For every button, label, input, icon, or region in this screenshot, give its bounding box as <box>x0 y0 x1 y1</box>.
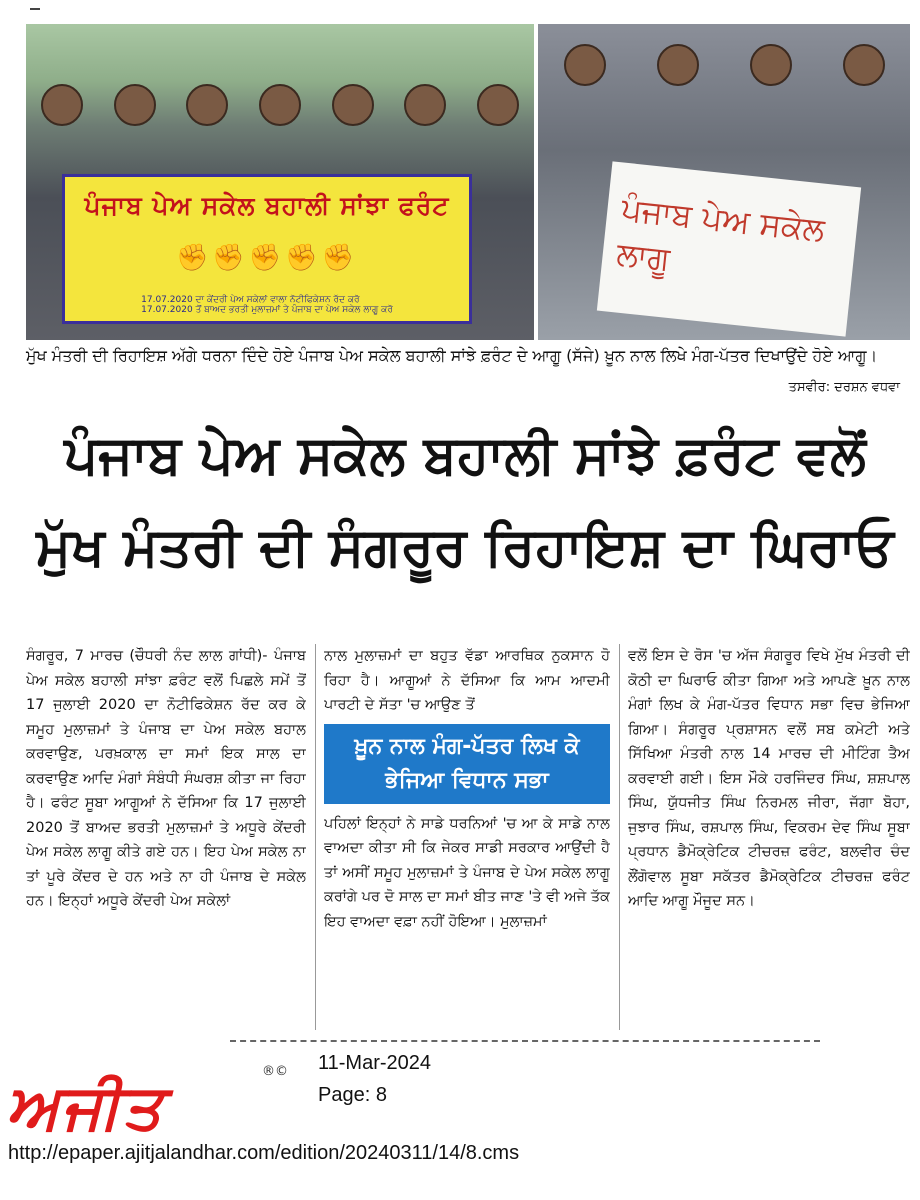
article-column-2 <box>324 644 610 1030</box>
raised-fists-icon: ✊✊✊✊✊ <box>176 243 358 273</box>
newspaper-logo: ਅਜੀਤ <box>6 1070 165 1143</box>
protester <box>657 44 699 86</box>
column-2-bottom-text: ਪਹਿਲਾਂ ਇਨ੍ਹਾਂ ਨੇ ਸਾਡੇ ਧਰਨਿਆਂ 'ਚ ਆ ਕੇ ਸਾਡੇ ਨਾਲ ਵਾਅਦਾ ਕੀਤਾ ਸੀ ਕਿ ਜੇਕਰ ਸਾਡੀ ਸਰਕਾਰ ਆਉਂਦੀ ਹੈ ਤਾਂ ਅਸੀਂ ਸਮੂਹ ਮੁਲਾਜ਼ਮਾਂ ਤੇ ਪੰਜਾਬ ਦੇ ਪੇਅ ਸਕੇਲ ਲਾਗੂ ਕਰਾਂਗੇ ਪਰ ਦੋ ਸਾਲ ਦਾ ਸਮਾਂ ਬੀਤ ਜਾਣ 'ਤੇ ਵੀ ਅਜੇ ਤੱਕ ਇਹ ਵਾਅਦਾ ਵਫ਼ਾ ਨਹੀਂ ਹੋਇਆ। ਮੁਲਾਜ਼ਮਾਂ <box>324 815 610 930</box>
protester <box>404 84 446 126</box>
registered-mark: ®© <box>262 1064 288 1079</box>
source-url[interactable]: http://epaper.ajitjalandhar.com/edition/20240311/14/8.cms <box>8 1142 520 1164</box>
crop-mark <box>30 8 40 16</box>
headline-line-2: ਮੁੱਖ ਮੰਤਰੀ ਦੀ ਸੰਗਰੂਰ ਰਿਹਾਇਸ਼ ਦਾ ਘਿਰਾਓ <box>36 517 894 578</box>
photo-credit: ਤਸਵੀਰ: ਦਰਸ਼ਨ ਵਧਵਾ <box>788 380 900 395</box>
protester <box>186 84 228 126</box>
article-body <box>26 644 910 1030</box>
article-column-1: ਸੰਗਰੂਰ, 7 ਮਾਰਚ (ਚੌਧਰੀ ਨੰਦ ਲਾਲ ਗਾਂਧੀ)- ਪੰਜਾਬ ਪੇਅ ਸਕੇਲ ਬਹਾਲੀ ਸਾਂਝਾ ਫ਼ਰੰਟ ਵਲੋਂ ਪਿਛਲੇ ਸਮੇਂ ਤੋਂ 17 ਜੁਲਾਈ 2020 ਦਾ ਨੋਟੀਫਿਕੇਸ਼ਨ ਰੱਦ ਕਰ ਕੇ ਸਮੂਹ ਮੁਲਾਜ਼ਮਾਂ ਤੇ ਪੰਜਾਬ ਦਾ ਪੇਅ ਸਕੇਲ ਬਹਾਲ ਕਰਵਾਉਣ, ਪਰਖ਼ਕਾਲ ਦਾ ਸਮਾਂ ਇਕ ਸਾਲ ਦਾ ਕਰਵਾਉਣ ਆਦਿ ਮੰਗਾਂ ਸੰਬੰਧੀ ਸੰਘਰਸ਼ ਕੀਤਾ ਜਾ ਰਿਹਾ ਹੈ। ਫਰੰਟ ਸੂਬਾ ਆਗੂਆਂ ਨੇ ਦੱਸਿਆ ਕਿ 17 ਜੁਲਾਈ 2020 ਤੋਂ ਬਾਅਦ ਭਰਤੀ ਮੁਲਾਜ਼ਮਾਂ ਤੇ ਅਧੂਰੇ ਕੇਂਦਰੀ ਪੇਅ ਸਕੇਲ ਲਾਗੂ ਕੀਤੇ ਗਏ ਹਨ। ਇਹ ਪੇਅ ਸਕੇਲ ਨਾ ਤਾਂ ਪੂਰੇ ਕੇਂਦਰ ਦੇ ਹਨ ਅਤੇ ਨਾ ਹੀ ਪੰਜਾਬ ਦੇ ਸਕੇਲ ਹਨ। ਇਨ੍ਹਾਂ ਅਧੂਰੇ ਕੇਂਦਰੀ ਪੇਅ ਸਕੇਲਾਂ <box>26 648 306 909</box>
handwritten-banner: ਪੰਜਾਬ ਪੇਅ ਸਕੇਲ ਲਾਗੂ <box>597 161 861 336</box>
headline <box>20 410 910 594</box>
protesters <box>538 44 910 134</box>
protest-photo-banner <box>26 24 534 340</box>
protest-photo-handwritten <box>538 24 910 340</box>
headline-line-1: ਪੰਜਾਬ ਪੇਅ ਸਕੇਲ ਬਹਾਲੀ ਸਾਂਝੇ ਫ਼ਰੰਟ ਵਲੋਂ <box>64 425 866 486</box>
edition-date: 11-Mar-2024 <box>318 1052 432 1074</box>
protester <box>114 84 156 126</box>
protester <box>843 44 885 86</box>
page-number: Page: 8 <box>318 1084 387 1106</box>
clipping-edge <box>230 1040 820 1042</box>
column-divider <box>619 644 620 1030</box>
photo-caption: ਮੁੱਖ ਮੰਤਰੀ ਦੀ ਰਿਹਾਇਸ਼ ਅੱਗੇ ਧਰਨਾ ਦਿੰਦੇ ਹੋਏ ਪੰਜਾਬ ਪੇਅ ਸਕੇਲ ਬਹਾਲੀ ਸਾਂਝੇ ਫ਼ਰੰਟ ਦੇ ਆਗੂ (ਸੱਜੇ) ਖ਼ੂਨ ਨਾਲ ਲਿਖੇ ਮੰਗ-ਪੱਤਰ ਦਿਖਾਉਂਦੇ ਹੋਏ ਆਗੂ। <box>26 346 878 365</box>
column-2-top-text: ਨਾਲ ਮੁਲਾਜ਼ਮਾਂ ਦਾ ਬਹੁਤ ਵੱਡਾ ਆਰਥਿਕ ਨੁਕਸਾਨ ਹੋ ਰਿਹਾ ਹੈ। ਆਗੂਆਂ ਨੇ ਦੱਸਿਆ ਕਿ ਆਮ ਆਦਮੀ ਪਾਰਟੀ ਦੇ ਸੱਤਾ 'ਚ ਆਉਣ ਤੋਂ <box>324 648 610 713</box>
banner-title: ਪੰਜਾਬ ਪੇਅ ਸਕੇਲ ਬਹਾਲੀ ਸਾਂਝਾ ਫਰੰਟ <box>84 191 450 220</box>
protesters <box>26 84 534 174</box>
protester <box>259 84 301 126</box>
protester <box>477 84 519 126</box>
banner-line-2: 17.07.2020 ਤੋਂ ਬਾਅਦ ਭਰਤੀ ਮੁਲਾਜ਼ਮਾਂ ਤੇ ਪੰਜਾਬ ਦਾ ਪੇਅ ਸਕੇਲ ਲਾਗੂ ਕਰੋ <box>141 305 393 315</box>
news-photos <box>26 24 910 340</box>
protester <box>332 84 374 126</box>
banner-line-1: 17.07.2020 ਦਾ ਕੇਂਦਰੀ ਪੇਅ ਸਕੇਲਾਂ ਵਾਲਾ ਨੋਟੀਫਿਕੇਸ਼ਨ ਰੱਦ ਕਰੋ <box>141 295 360 305</box>
yellow-protest-banner <box>62 174 472 324</box>
protester <box>41 84 83 126</box>
subheading-box: ਖ਼ੂਨ ਨਾਲ ਮੰਗ-ਪੱਤਰ ਲਿਖ ਕੇ ਭੇਜਿਆ ਵਿਧਾਨ ਸਭਾ <box>324 724 610 804</box>
protester <box>564 44 606 86</box>
column-divider <box>315 644 316 1030</box>
protester <box>750 44 792 86</box>
article-column-3: ਵਲੋਂ ਇਸ ਦੇ ਰੋਸ 'ਚ ਅੱਜ ਸੰਗਰੂਰ ਵਿਖੇ ਮੁੱਖ ਮੰਤਰੀ ਦੀ ਕੋਠੀ ਦਾ ਘਿਰਾਓ ਕੀਤਾ ਗਿਆ ਅਤੇ ਆਪਣੇ ਖ਼ੂਨ ਨਾਲ ਮੰਗਾਂ ਲਿਖ ਕੇ ਮੰਗ-ਪੱਤਰ ਵਿਧਾਨ ਸਭਾ ਵਿਚ ਭੇਜਿਆ ਗਿਆ। ਸੰਗਰੂਰ ਪ੍ਰਸ਼ਾਸਨ ਵਲੋਂ ਸਬ ਕਮੇਟੀ ਅਤੇ ਸਿੱਖਿਆ ਮੰਤਰੀ ਨਾਲ 14 ਮਾਰਚ ਦੀ ਮੀਟਿੰਗ ਤੈਅ ਕਰਵਾਈ ਗਈ। ਇਸ ਮੌਕੇ ਹਰਜਿੰਦਰ ਸਿੰਘ, ਸ਼ਸ਼ਪਾਲ ਸਿੰਘ, ਯੁੱਧਜੀਤ ਸਿੰਘ ਨਿਰਮਲ ਜੀਰਾ, ਜੱਗਾ ਬੋਹਾ, ਜੁਝਾਰ ਸਿੰਘ, ਰਸ਼ਪਾਲ ਸਿੰਘ, ਵਿਕਰਮ ਦੇਵ ਸਿੰਘ ਸੂਬਾ ਪ੍ਰਧਾਨ ਡੈਮੋਕ੍ਰੇਟਿਕ ਟੀਚਰਜ਼ ਫਰੰਟ, ਬਲਵੀਰ ਚੰਦ ਲੌਂਗੋਵਾਲ ਸੂਬਾ ਸਕੱਤਰ ਡੈਮੋਕ੍ਰੇਟਿਕ ਟੀਚਰਜ਼ ਫਰੰਟ ਆਦਿ ਆਗੂ ਮੌਜੂਦ ਸਨ। <box>628 648 910 909</box>
